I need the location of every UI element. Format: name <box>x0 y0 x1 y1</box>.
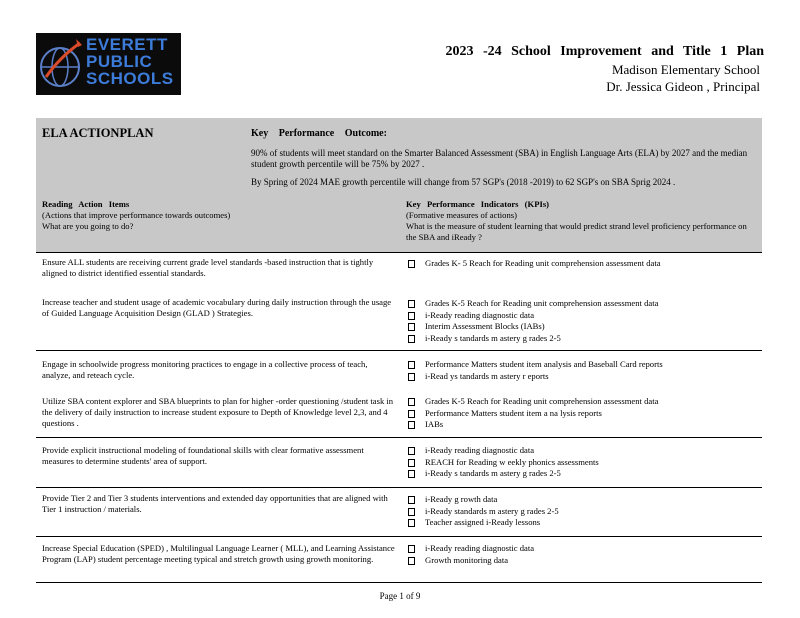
kpi-item: Grades K- 5 Reach for Reading unit comprehension assessment data <box>406 258 762 270</box>
kpi-title: Key Performance Indicators (KPIs) <box>406 199 550 209</box>
action-items-header <box>42 199 382 232</box>
kpi-list <box>406 298 762 344</box>
kpi-list <box>406 543 762 566</box>
kpi-item: i-Ready reading diagnostic data <box>406 310 762 322</box>
checkbox-bullet-icon <box>408 447 415 455</box>
action-items-title: Reading Action Items <box>42 199 130 209</box>
kpi-item: i-Ready reading diagnostic data <box>406 445 762 457</box>
row-divider <box>36 350 762 351</box>
action-items-sub1: (Actions that improve performance towards outcomes) <box>42 210 231 220</box>
kpi-item: Growth monitoring data <box>406 555 762 567</box>
action-item: Engage in schoolwide progress monitoring practices to engage in a collective process of teach, analyze, and reteach cycle. <box>42 359 368 380</box>
checkbox-bullet-icon <box>408 373 415 381</box>
logo-line-1: EVERETT <box>86 35 168 54</box>
school-name: Madison Elementary School <box>611 62 760 77</box>
kpi-list <box>406 396 762 431</box>
kpi-item: Performance Matters student item analysis and Baseball Card reports <box>406 359 762 371</box>
kpi-item: i-Ready s tandards m astery g rades 2-5 <box>406 468 762 480</box>
kpi-item: i-Read ys tandards m astery r eports <box>406 371 762 383</box>
kpi-list <box>406 445 762 480</box>
checkbox-bullet-icon <box>408 300 415 308</box>
district-logo <box>36 33 181 95</box>
checkbox-bullet-icon <box>408 260 415 268</box>
checkbox-bullet-icon <box>408 398 415 406</box>
kpi-list <box>406 494 762 529</box>
action-items-sub2: What are you going to do? <box>42 221 134 231</box>
kpi-item: i-Ready s tandards m astery g rades 2-5 <box>406 333 762 345</box>
action-item: Increase teacher and student usage of academic vocabulary during daily instruction through the usage of Guided Language Acquisition Design (GLAD ) Strategies. <box>42 297 392 318</box>
checkbox-bullet-icon <box>408 361 415 369</box>
checkbox-bullet-icon <box>408 545 415 553</box>
checkbox-bullet-icon <box>408 312 415 320</box>
kpi-header <box>406 199 756 243</box>
kpi-sub1: (Formative measures of actions) <box>406 210 517 220</box>
kpi-item: REACH for Reading w eekly phonics assessments <box>406 457 762 469</box>
kpi-item: Grades K-5 Reach for Reading unit comprehension assessment data <box>406 396 762 408</box>
checkbox-bullet-icon <box>408 323 415 331</box>
checkbox-bullet-icon <box>408 470 415 478</box>
globe-icon <box>40 37 84 91</box>
action-item: Utilize SBA content explorer and SBA blueprints to plan for higher -order questioning /student task in the delivery of daily instruction to increase student exposure to Depth of Knowledge level 2,3, and 4 questions . <box>42 396 394 428</box>
checkbox-bullet-icon <box>408 335 415 343</box>
row-divider <box>36 487 762 488</box>
outcome-statement-2: By Spring of 2024 MAE growth percentile will change from 57 SGP's (2018 -2019) to 62 SGP's on SBA Sprig 2024 . <box>251 177 676 187</box>
row-divider <box>36 252 762 253</box>
kpi-item: Interim Assessment Blocks (IABs) <box>406 321 762 333</box>
kpi-list <box>406 359 762 382</box>
checkbox-bullet-icon <box>408 421 415 429</box>
action-item: Provide Tier 2 and Tier 3 students interventions and extended day opportunities that are aligned with Tier 1 instruction / materials. <box>42 493 388 514</box>
checkbox-bullet-icon <box>408 410 415 418</box>
action-item: Increase Special Education (SPED) , Multilingual Language Learner ( MLL), and Learning Assistance Program (LAP) student percentage meeting typical and stretch growth using growth monitoring. <box>42 543 395 564</box>
outcome-statement-1: 90% of students will meet standard on the Smarter Balanced Assessment (SBA) in English Language Arts (ELA) by 2027 and the median student growth percentile will be 75% by 2027 . <box>251 148 748 169</box>
key-performance-outcome-label: Key Performance Outcome: <box>251 128 387 139</box>
row-divider <box>36 536 762 537</box>
kpi-item: i-Ready reading diagnostic data <box>406 543 762 555</box>
action-item: Ensure ALL students are receiving current grade level standards -based instruction that is tightly aligned to district identified essential standards. <box>42 257 374 278</box>
checkbox-bullet-icon <box>408 519 415 527</box>
row-divider <box>36 582 762 583</box>
checkbox-bullet-icon <box>408 508 415 516</box>
checkbox-bullet-icon <box>408 496 415 504</box>
row-divider <box>36 437 762 438</box>
kpi-item: Teacher assigned i-Ready lessons <box>406 517 762 529</box>
kpi-item: i-Ready standards m astery g rades 2-5 <box>406 506 762 518</box>
kpi-item: Grades K-5 Reach for Reading unit comprehension assessment data <box>406 298 762 310</box>
logo-line-2: PUBLIC <box>86 52 153 71</box>
principal-name: Dr. Jessica Gideon , Principal <box>606 79 760 94</box>
checkbox-bullet-icon <box>408 557 415 565</box>
kpi-item: Performance Matters student item a na lysis reports <box>406 408 762 420</box>
page-number: Page 1 of 9 <box>379 591 421 601</box>
kpi-item: i-Ready g rowth data <box>406 494 762 506</box>
action-item: Provide explicit instructional modeling of foundational skills with clear formative assessment measures to determine students' area of support. <box>42 445 364 466</box>
kpi-list <box>406 258 762 270</box>
checkbox-bullet-icon <box>408 459 415 467</box>
ela-action-plan-title: ELA ACTIONPLAN <box>42 126 154 140</box>
kpi-sub2: What is the measure of student learning that would predict strand level proficiency performance on the SBA and iReady ? <box>406 221 747 242</box>
plan-header-title: 2023 -24 School Improvement and Title 1 Plan <box>445 44 764 59</box>
logo-line-3: SCHOOLS <box>86 69 174 88</box>
kpi-item: IABs <box>406 419 762 431</box>
